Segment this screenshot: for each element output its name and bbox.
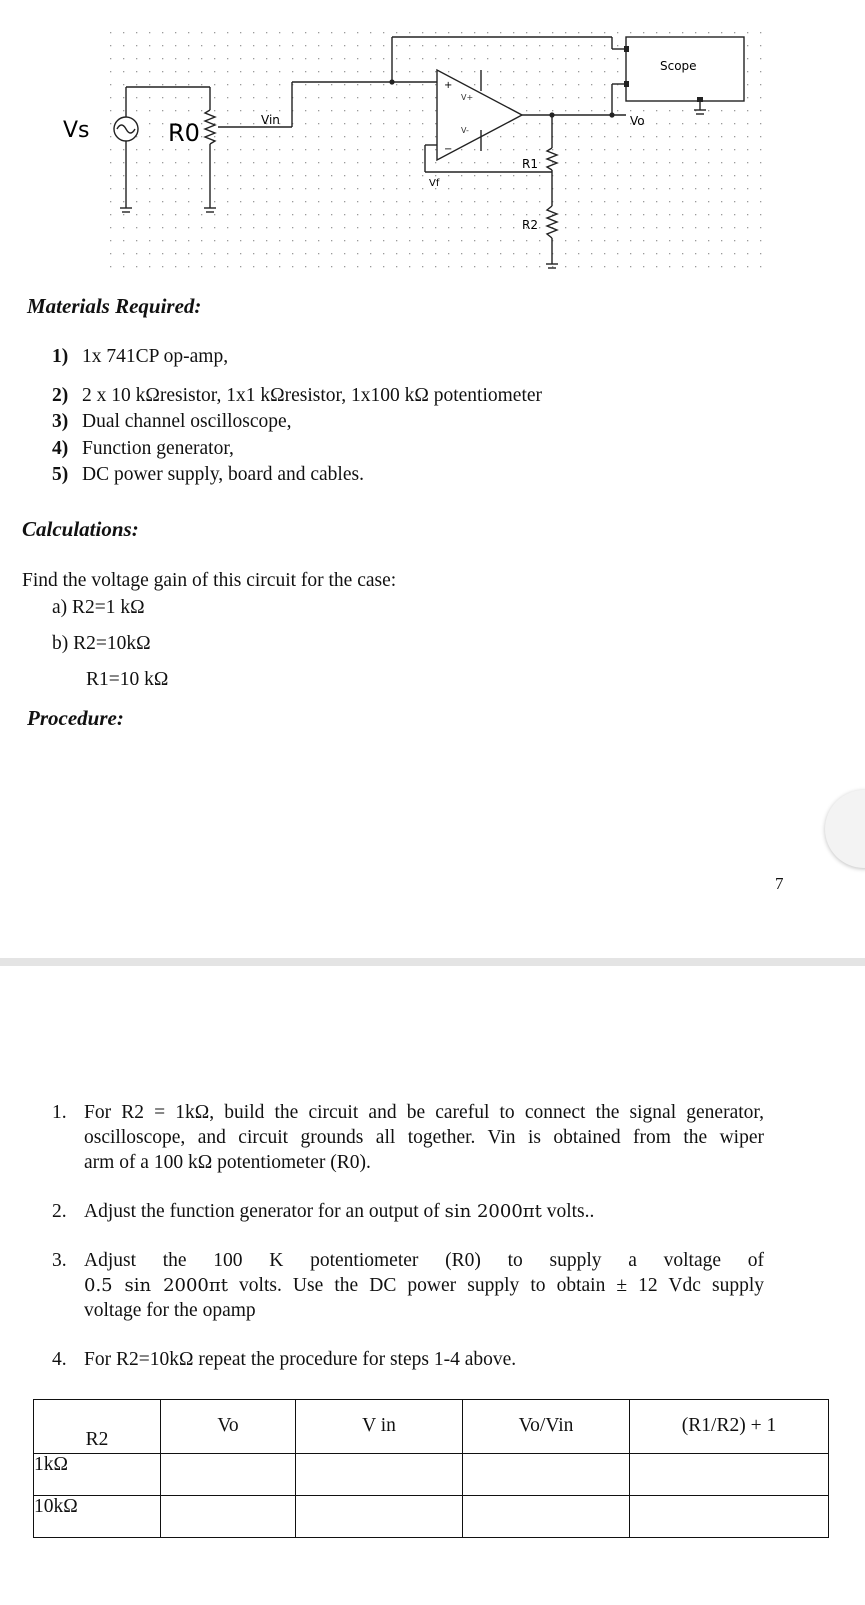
- calculations-prompt: Find the voltage gain of this circuit for the case:: [22, 570, 397, 591]
- svg-text:V+: V+: [461, 93, 474, 102]
- vs-label: Vs: [63, 118, 90, 143]
- materials-item-number: 1): [52, 346, 69, 367]
- header-vo: Vo: [161, 1400, 296, 1454]
- procedure-step-3: [52, 1248, 764, 1323]
- procedure-step-2: [52, 1199, 764, 1224]
- results-table: [33, 1399, 829, 1538]
- table-cell-vo[interactable]: [161, 1496, 296, 1538]
- header-gain-formula: (R1/R2) + 1: [630, 1400, 829, 1454]
- materials-item-number: 5): [52, 464, 69, 485]
- table-cell-vin[interactable]: [296, 1496, 463, 1538]
- svg-text:−: −: [444, 144, 453, 155]
- header-vin: V in: [296, 1400, 463, 1454]
- materials-heading: Materials Required:: [27, 294, 202, 318]
- r2-label: R2: [522, 218, 538, 232]
- step-number: 4.: [52, 1349, 67, 1370]
- step-number: 3.: [52, 1250, 67, 1271]
- materials-item-text: 1x 741CP op-amp,: [82, 346, 229, 367]
- header-r2: R2: [34, 1400, 161, 1454]
- scope-label: Scope: [660, 59, 697, 73]
- step-number: 2.: [52, 1201, 67, 1222]
- table-cell-r2: 1kΩ: [34, 1454, 161, 1496]
- case-b: b) R2=10kΩ: [52, 633, 151, 654]
- materials-item-number: 3): [52, 411, 69, 432]
- step-2-text: Adjust the function generator for an output of: [84, 1201, 445, 1222]
- table-cell-gain[interactable]: [630, 1454, 829, 1496]
- svg-text:+: +: [444, 80, 453, 91]
- materials-item-number: 4): [52, 438, 69, 459]
- vo-label: Vo: [630, 114, 645, 128]
- circuit-diagram: [0, 0, 865, 290]
- step-number: 1.: [52, 1102, 67, 1123]
- side-tab-button[interactable]: [825, 790, 865, 868]
- calculations-heading: Calculations:: [22, 517, 139, 541]
- materials-item-4: [52, 438, 234, 460]
- step-3-line-1: Adjust the 100 K potentiometer (R0) to supply a voltage of: [84, 1250, 764, 1271]
- case-a: a) R2=1 kΩ: [52, 597, 145, 618]
- step-3-line-2: volts. Use the DC power supply to obtain ± 12 Vdc supply: [227, 1275, 764, 1296]
- r1-note: R1=10 kΩ: [86, 669, 169, 690]
- materials-item-number: 2): [52, 385, 69, 406]
- materials-item-text: Dual channel oscilloscope,: [82, 411, 292, 432]
- step-1-line-2: oscilloscope, and circuit grounds all together. Vin is obtained from the wiper: [84, 1127, 764, 1148]
- table-cell-vo-vin[interactable]: [463, 1496, 630, 1538]
- page-number: 7: [775, 874, 784, 893]
- vf-label: Vf: [429, 178, 440, 189]
- step-2-suffix: volts..: [541, 1201, 595, 1222]
- table-row: [34, 1454, 829, 1496]
- materials-item-3: [52, 411, 292, 433]
- step-1-line-1: For R2 = 1kΩ, build the circuit and be careful to connect the signal generator,: [84, 1102, 764, 1123]
- r1-label: R1: [522, 157, 538, 171]
- materials-item-text: DC power supply, board and cables.: [82, 464, 364, 485]
- step-3-line-3: voltage for the opamp: [84, 1300, 256, 1321]
- table-cell-vo-vin[interactable]: [463, 1454, 630, 1496]
- vin-label: Vin: [261, 113, 280, 127]
- materials-item-2: [52, 385, 542, 407]
- materials-item-5: [52, 464, 364, 486]
- procedure-step-1: [52, 1100, 764, 1175]
- table-cell-vin[interactable]: [296, 1454, 463, 1496]
- procedure-step-4: [52, 1347, 764, 1372]
- table-cell-vo[interactable]: [161, 1454, 296, 1496]
- header-vo-vin: Vo/Vin: [463, 1400, 630, 1454]
- step-2-math: sin 2000πt: [444, 1201, 542, 1222]
- table-cell-r2: 10kΩ: [34, 1496, 161, 1538]
- step-4-text: For R2=10kΩ repeat the procedure for steps 1-4 above.: [84, 1349, 517, 1370]
- table-cell-gain[interactable]: [630, 1496, 829, 1538]
- svg-text:V-: V-: [461, 126, 469, 135]
- materials-item-1: [52, 346, 228, 368]
- step-3-math: 0.5 sin 2000πt: [84, 1275, 228, 1296]
- materials-item-text: 2 x 10 kΩresistor, 1x1 kΩresistor, 1x100 kΩ potentiometer: [82, 385, 543, 406]
- procedure-heading: Procedure:: [27, 706, 124, 730]
- r0-label: R0: [168, 119, 200, 147]
- page-divider: [0, 958, 865, 966]
- table-header-row: [34, 1400, 829, 1454]
- materials-item-text: Function generator,: [82, 438, 234, 459]
- table-row: [34, 1496, 829, 1538]
- step-1-line-3: arm of a 100 kΩ potentiometer (R0).: [84, 1152, 371, 1173]
